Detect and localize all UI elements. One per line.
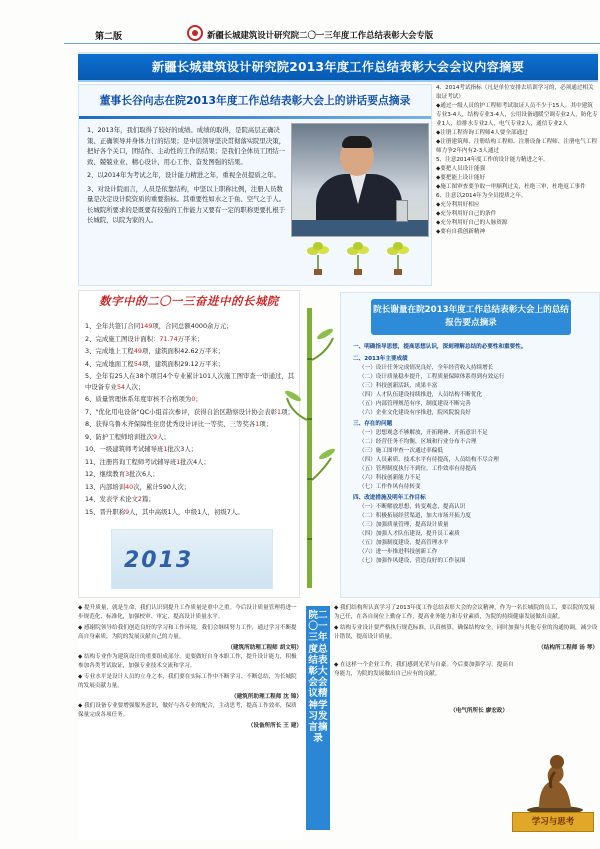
digital-item-text: 12、继续教育	[85, 470, 126, 478]
speech-title: 董事长谷向志在院2013年度工作总结表彰大会上的讲话要点摘录	[99, 94, 411, 107]
digital-item-text: 6、质量管理体系年度审核不合格项为	[85, 395, 192, 403]
learning-label: 学习与思考	[512, 812, 594, 832]
photo-desk	[292, 220, 428, 236]
plant-decoration-icon	[345, 241, 371, 275]
summary-body	[353, 343, 595, 566]
speech-body	[87, 125, 287, 226]
digital-item-text: 14、发表学术论文	[85, 495, 138, 503]
meadow-year-label: 2013	[124, 548, 194, 573]
summary-item: （一）设计任务完成情况良好，全年经营收入持续增长	[359, 365, 494, 371]
digital-item	[85, 457, 295, 468]
right-top-line: 6、注意以2014年为全员提质之年。	[436, 193, 527, 199]
speech-paragraph: 3、对设计院而言，人员是依靠结构，中坚以上职称比例，注册人员数量是决定设计院资质的重要指标。其重要性如水之于鱼、空气之于人。长城院所要求的是既要有较强的工作能力又要有一定的职称更要扎根于长城院，以院为家的人。	[87, 184, 286, 224]
speech-paragraph: 1、2013年，我们取得了较好的成绩。成绩的取得，是院高层正确决策、正确领导并身体力行的结果；是中层领导坚决贯彻落实院里决策，把好各个关口，团结作、主动性的工作的结果；是我们全体员工团结一致、兢兢业业、精心设计、用心工作、奋发图强的结果。	[87, 126, 286, 166]
speech-paragraph: 2、以2014年为考试之年，设计能力精进之年，重视全员提质之年。	[87, 171, 280, 179]
digital-item-text: 1、全年共签订合同	[85, 322, 141, 330]
comment-signature: （电气所所长 廖宏政）	[450, 708, 508, 714]
comment-paragraph: ◆ 提升质量，就是生命，我们认识到提升工作质量是重中之重。今后设计质量管理将进一步规范化、标准化，加强校审、审定，提高设计质量水平。	[78, 605, 297, 620]
digital-item-text: 项；	[281, 407, 294, 416]
summary-item: （四）人员素质、技术水平有待提高，人员结构不尽合理	[359, 457, 499, 463]
digital-item-highlight: 40	[125, 482, 134, 491]
digital-item-text: 13、内部培训	[85, 482, 126, 491]
digital-item-text: 2、完成施工图设计面积：	[85, 334, 160, 343]
digital-item-highlight: 0	[191, 395, 196, 403]
summary-item: （五）加强制度建设，提高管理水平	[359, 540, 449, 546]
comment-paragraph: ◆ 结构专业作为建筑设计的重要组成部分，更要做好自身本职工作，提升设计能力，积极参加各类考试取证，加强专业技术交流和学习。	[78, 654, 297, 669]
summary-section-head: 三、存在的问题	[353, 421, 393, 427]
digital-item-text: 人，其中高级1人，中级1人，初级7人。	[129, 507, 244, 516]
digital-item-text: 项，合同总额4000余万元；	[152, 322, 233, 330]
comment-signature: （设备所所长 王 建）	[247, 723, 302, 729]
right-top-line: ◆注册工程咨询工程师4人要全部通过	[436, 130, 528, 136]
summary-section-head: 二、2013年主要成绩	[353, 356, 408, 362]
digital-item-text: 10、一级建筑师考试辅导班	[85, 445, 164, 453]
right-top-line: 4、2014考试指标（凡是单位安排去培训学习的，必须通过相关取证考试）	[436, 85, 594, 100]
right-top-line: 5、注意2014年度工作的设计能力精进之年。	[436, 157, 549, 163]
plant-decoration-icon	[305, 241, 331, 275]
comment-signature: （结构所工程师 汤 琴）	[538, 645, 598, 651]
digital-section	[78, 290, 300, 598]
institute-logo-icon	[187, 25, 203, 41]
edition-label: 第二版	[95, 32, 123, 42]
digital-item	[85, 321, 295, 332]
chairman-photo	[291, 123, 429, 237]
summary-intro: 一、明确指导思想，提高思想认识，深刻理解总结的必要性和重要性。	[353, 344, 527, 350]
digital-item-text: 万平米；	[177, 334, 204, 343]
digital-item	[85, 394, 295, 405]
photo-person-hair	[342, 136, 372, 148]
vertical-banner: 院二〇一三年度总结表彰大会会议精神学习发言摘录	[306, 606, 330, 830]
digital-item-text: 11、注册咨询工程师考试辅导班	[85, 457, 177, 466]
comment-paragraph: ◆ 我们设备专业要增强服务意识，做好与各专业的配合，主动思考，提高工作效率，保质保量完成各项任务。	[78, 703, 297, 718]
digital-item-highlight: 49	[133, 347, 142, 355]
digital-item-highlight: 54	[116, 382, 126, 391]
digital-item-highlight: 2	[137, 495, 142, 503]
digital-item-text: 7、"优化用电设备"QC小组首次参评，获得自治区勘察设计协会表彰	[85, 407, 277, 416]
right-top-line: ◆要把能上设计能好	[436, 175, 486, 181]
summary-item: （六）科技创新能力不足	[359, 475, 421, 481]
comment-paragraph: ◆ 感谢院领导给我们创造良好的学习和工作环境，我们会继续努力工作，通过学习不断提高自身素质，为院的发展贡献自己的力量。	[78, 625, 297, 640]
plant-decoration-icon	[385, 241, 411, 275]
comment-paragraph: ◆ 结构专业设计要严格执行规范标准，认真核算，确保结构安全，同时加强与其他专业的沟通协调，减少设计错误，提高设计质量。	[334, 625, 598, 640]
digital-item-text: 人次；	[125, 382, 145, 391]
digital-item-highlight: 1	[276, 407, 282, 416]
summary-item: （一）不断解放思想，转变观念，提高认识	[359, 504, 466, 510]
right-top-line: ◆注册建筑师、注册结构工程师、注册设备工程师、注册电气工程师力争2年内有2-3人通过	[436, 139, 597, 154]
digital-item-text: 9、防护工程师培训批次	[85, 432, 153, 441]
right-top-line: ◆充分利用好自己的条件	[436, 211, 497, 217]
digital-item-text: 4、完成地面工程	[85, 359, 134, 368]
summary-item: （七）工作作风有待转变	[359, 484, 421, 490]
digital-item-text: 批次6人；	[129, 470, 159, 478]
digital-item-text: 篇；	[141, 495, 155, 503]
meadow-illustration	[111, 529, 273, 589]
right-top-column	[436, 84, 598, 284]
digital-item-text: 批次3人；	[167, 445, 198, 453]
main-banner	[78, 52, 598, 82]
summary-section-head: 四、改进措施及明年工作目标	[353, 495, 426, 501]
summary-item: （四）加强人才队伍建设，提升员工素质	[359, 531, 460, 537]
comment-paragraph: ◆ 专业水平是设计人员的立身之本，我们要在实际工作中不断学习、不断总结，为长城院的发展贡献力量。	[78, 674, 297, 689]
summary-item: （一）思想观念不够解放，开拓精神、开拓意识不足	[359, 430, 488, 436]
right-top-line: ◆通过一级人员的护工程师考试取证人员不少于15人。其中建筑专业3-4人，结构专业3-4人，公用设备通暖空调专业2人，防化专业1人，给排水专业2人，电气专业2人，通信专业2人	[436, 103, 598, 127]
digital-item-highlight: 71.74	[159, 334, 178, 343]
speech-title-rule	[79, 116, 431, 119]
photo-cup	[396, 200, 408, 222]
digital-item	[85, 444, 295, 455]
digital-list	[85, 321, 295, 519]
digital-item-text: 15、晋升职称	[85, 507, 126, 516]
summary-item: （三）科技创新活跃，成果丰富	[359, 383, 438, 389]
bamboo-decoration-icon	[285, 308, 335, 588]
comment-signature: （建筑所助理工程师 胡文明）	[227, 645, 302, 651]
digital-item-highlight: 54	[133, 359, 142, 368]
digital-item-text: ；	[195, 395, 202, 403]
digital-item	[85, 334, 295, 345]
comment-paragraph: ◆ 我们结构所认真学习了2013年度工作总结表彰大会的会议精神，作为一名长城院的员工，要以院的发展为己任，在各自岗位上勤奋工作，提高业务能力和专业素质，为院的持续健康发展做出贡献。	[334, 605, 595, 620]
right-top-line: ◆施工图审查要争取一审顺利过关，杜绝三审，杜绝返工事件	[436, 184, 586, 190]
digital-item	[85, 359, 295, 370]
summary-item: （五）内部管理规范有序，制度建设不断完善	[359, 401, 471, 407]
right-top-line: ◆充分利用好自己的人脉资源	[436, 220, 508, 226]
bottom-left-column	[78, 604, 302, 840]
summary-item: （三）施工图审查一次通过率偏低	[359, 448, 443, 454]
digital-item-text: 8、获得乌鲁木齐保障性住房优秀设计评比一等奖、三等奖各	[85, 420, 256, 428]
masthead-title: 新疆长城建筑设计研究院二〇一三年度工作总结表彰大会专版	[207, 30, 434, 40]
digital-item-text: 项；	[259, 420, 273, 428]
digital-item	[85, 346, 295, 357]
speech-section	[78, 84, 432, 286]
digital-item-highlight: 1	[176, 457, 181, 466]
right-top-line: ◆要有自我创新精神	[436, 229, 486, 235]
digital-item	[85, 494, 295, 505]
digital-item	[85, 469, 295, 480]
digital-item-text: 3、完成地上工程	[85, 347, 134, 355]
summary-item: （六）进一步推进科技创新工作	[359, 549, 438, 555]
summary-item: （三）加强质量管理，提高设计质量	[359, 522, 449, 528]
summary-section	[340, 292, 600, 598]
summary-item: （二）经营任务不均衡，区域和行业分布不合理	[359, 439, 477, 445]
banner-title: 新疆长城建筑设计研究院2013年度工作总结表彰大会会议内容摘要	[151, 60, 525, 74]
digital-item-text: 批次4人；	[180, 457, 210, 466]
digital-item	[85, 507, 295, 518]
digital-item-text: 项，建筑面积29.12万平米；	[141, 359, 225, 368]
digital-item-highlight: 9	[152, 432, 158, 441]
digital-item-highlight: 1	[163, 445, 168, 453]
summary-item: （七）加强作风建设，营造良好的工作氛围	[359, 558, 466, 564]
summary-item: （五）管理制度执行不到位，工作效率有待提高	[359, 466, 477, 472]
digital-title: 数字中的二〇一三奋进中的长城院	[99, 294, 279, 308]
digital-item	[85, 371, 295, 392]
summary-item: （二）设计质量稳步提升，工程质量保障体系得到有效运行	[359, 374, 505, 380]
digital-item-text: 人；	[157, 432, 170, 441]
thinker-statue-icon	[525, 748, 585, 814]
digital-item-text: 项，建筑面积42.62万平米；	[141, 347, 225, 355]
right-top-line: ◆充分利用好相应	[436, 202, 480, 208]
summary-item: （二）积极拓展经营渠道，加大市场开拓力度	[359, 513, 471, 519]
digital-item	[85, 407, 295, 418]
digital-item-text: 次，累计590人次；	[133, 482, 191, 491]
masthead-divider	[64, 43, 600, 44]
summary-item: （六）企业文化建设有序推进，院风院貌良好	[359, 410, 471, 416]
digital-item	[85, 432, 295, 443]
digital-item-highlight: 1	[255, 420, 260, 428]
digital-item	[85, 419, 295, 430]
digital-item-highlight: 149	[140, 322, 153, 330]
summary-title: 院长谢量在院2013年度工作总结表彰大会上的总结报告要点摘录	[371, 299, 571, 335]
comment-signature: （建筑所助理工程师 沈 锦）	[230, 694, 302, 700]
comment-paragraph: ◆ 在这样一个企业工作，我们感到光荣与自豪。今后要加强学习，提高自身能力，为院的发展做出自己应有的贡献。	[334, 662, 514, 677]
summary-item: （四）人才队伍建设持续推进，人员结构不断优化	[359, 392, 483, 398]
right-top-line: ◆要把人员设计能强	[436, 166, 486, 172]
digital-item	[85, 482, 295, 493]
digital-item-highlight: 3	[125, 470, 130, 478]
digital-item-highlight: 9	[125, 507, 130, 516]
digital-item-text: 5、全年有25人在38个项目4个专业累计101人次施工图审查一审通过，其中设备专业	[85, 372, 295, 391]
